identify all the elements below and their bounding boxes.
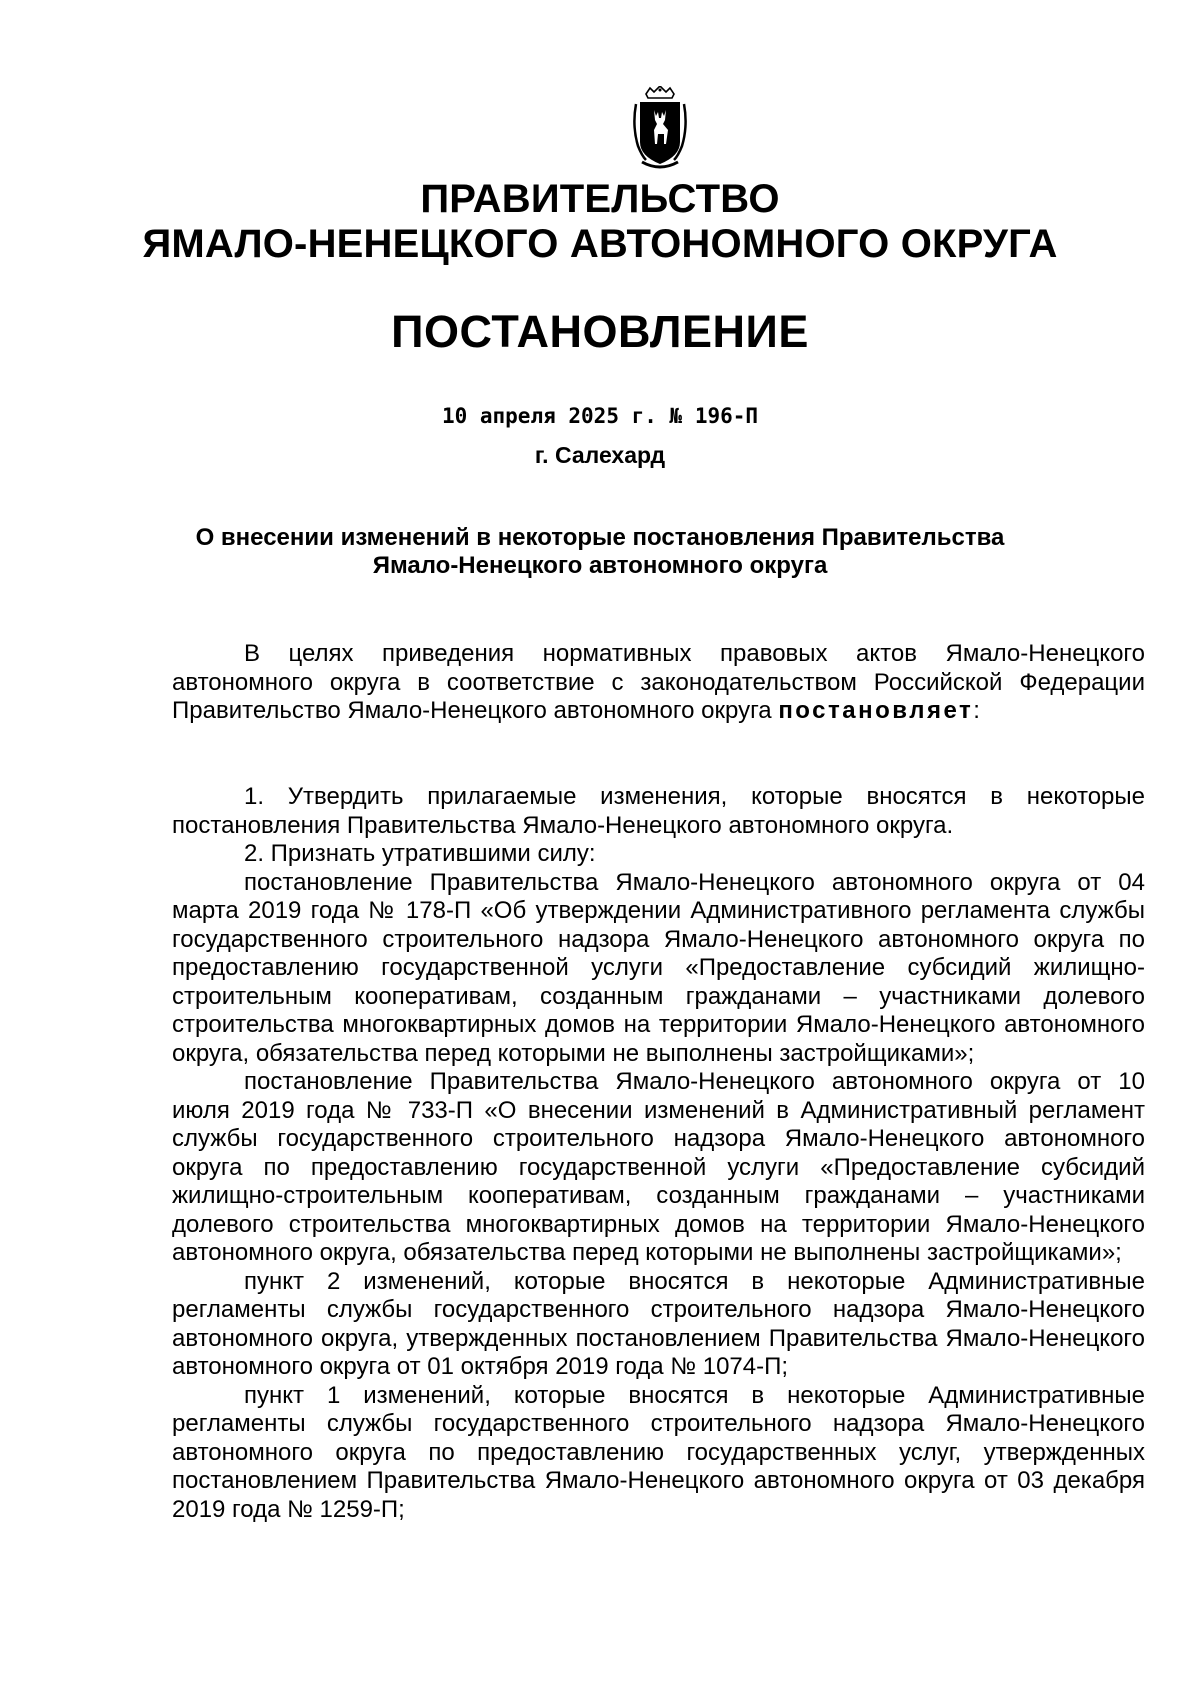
intro-paragraph	[172, 640, 1145, 726]
paragraph-2: 2. Признать утратившими силу:	[244, 840, 596, 867]
date-and-number: 10 апреля 2025 г. № 196-П	[441, 404, 759, 428]
paragraph-5: пункт 2 изменений, которые вносятся в некоторые Административные регламенты службы государственного строительного надзора Ямало-Ненецкого автономного округа, утвержденных постановлением Правительства Ямало-Ненецкого автономного округа от 01 октября 2019 года № 1074-П;	[172, 1267, 1145, 1380]
paragraph-6: пункт 1 изменений, которые вносятся в некоторые Административные регламенты службы государственного строительного надзора Ямало-Ненецкого автономного округа по предоставлению государственных услуг, утвержденных постановлением Правительства Ямало-Ненецкого автономного округа от 03 декабря 2019 года № 1259-П;	[172, 1381, 1145, 1523]
document-type: ПОСТАНОВЛЕНИЕ	[391, 306, 809, 357]
subject-line-1: О внесении изменений в некоторые постановления Правительства	[195, 524, 1005, 551]
org-title-line-2: ЯМАЛО-НЕНЕЦКОГО АВТОНОМНОГО ОКРУГА	[142, 222, 1058, 266]
resolution-body	[172, 783, 1145, 1524]
paragraph-1: 1. Утвердить прилагаемые изменения, которые вносятся в некоторые постановления Правительства Ямало-Ненецкого автономного округа.	[172, 783, 1145, 839]
paragraph-4: постановление Правительства Ямало-Ненецкого автономного округа от 10 июля 2019 года № 733-П «О внесении изменений в Административный регламент службы государственного строительного надзора Ямало-Ненецкого автономного округа по предоставлению государственной услуги «Предоставление субсидий жилищно-строительным кооперативам, созданным гражданами – участниками долевого строительства многоквартирных домов на территории Ямало-Ненецкого автономного округа, обязательства перед которыми не выполнены застройщиками»;	[172, 1068, 1145, 1266]
city: г. Салехард	[534, 442, 666, 468]
subject-line-2: Ямало-Ненецкого автономного округа	[372, 552, 828, 579]
intro-text: В целях приведения нормативных правовых актов Ямало-Ненецкого автономного округа в соответствие с законодательством Российской Федерации Правительство Ямало-Ненецкого автономного округа	[172, 640, 1145, 724]
intro-section	[172, 640, 1145, 726]
resolves-verb: постановляет	[778, 697, 974, 724]
intro-colon: :	[973, 697, 980, 724]
paragraph-3: постановление Правительства Ямало-Ненецкого автономного округа от 04 марта 2019 года № 178-П «Об утверждении Административного регламента службы государственного строительного надзора Ямало-Ненецкого автономного округа по предоставлению государственной услуги «Предоставление субсидий жилищно-строительным кооперативам, созданным гражданами – участниками долевого строительства многоквартирных домов на территории Ямало-Ненецкого автономного округа, обязательства перед которыми не выполнены застройщиками»;	[172, 868, 1145, 1067]
yanao-coat-of-arms-icon	[632, 86, 688, 172]
org-title-line-1: ПРАВИТЕЛЬСТВО	[420, 177, 780, 221]
